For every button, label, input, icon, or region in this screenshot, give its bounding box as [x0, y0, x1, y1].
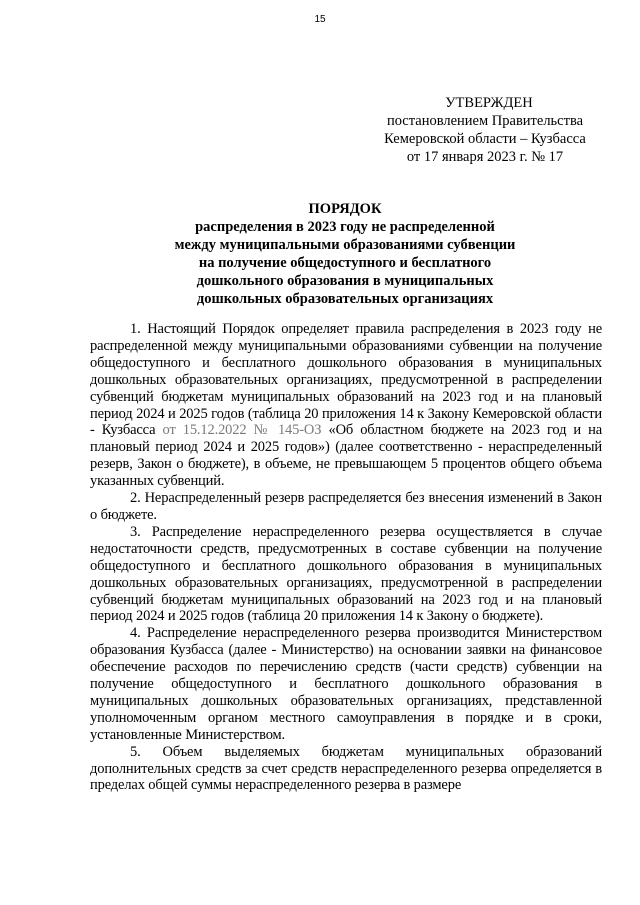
title-heading: ПОРЯДОК: [308, 201, 382, 217]
title-line-3: на получение общедоступного и бесплатного: [198, 255, 492, 271]
approved-line-2: Кемеровской области – Кузбасса: [384, 131, 586, 147]
paragraph-1-law-reference: от 15.12.2022 № 145-ОЗ: [162, 422, 322, 439]
title-line-1: распределения в 2023 году не распределенной: [195, 219, 495, 235]
document-title: [90, 200, 600, 308]
title-line-4: дошкольного образования в муниципальных: [196, 273, 494, 289]
title-line-2: между муниципальными образованиями субвенции: [174, 237, 516, 253]
approved-title: УТВЕРЖДЕН: [445, 95, 533, 111]
paragraph-1: [90, 321, 602, 490]
approved-line-1: постановлением Правительства: [386, 113, 584, 129]
paragraph-3: 3. Распределение нераспределенного резерва осуществляется в случае недостаточности средств, предусмотренных в составе субвенции на получение общедоступного и бесплатного дошкольного образования в муниципальных дошкольных образовательных организациях, предусмотренной в распределении субвенций бюджетам муниципальных образований на 2023 год и на плановый период 2024 и 2025 годов (таблица 20 приложения 14 к Закону о бюджете).: [90, 523, 602, 625]
page-number: 15: [314, 14, 326, 25]
paragraph-1-part-b: «Об областном бюджете на 2023 год и на плановый период 2024 и 2025 годов») (далее соответственно - нераспределенный резерв, Закон о бюджете), в объеме, не превышающем 5 процентов общего объема указанных субвенций.: [90, 422, 603, 490]
paragraph-5: 5. Объем выделяемых бюджетам муниципальных образований дополнительных средств за счет средств нераспределенного резерва определяется в пределах общей суммы нераспределенного резерва в размере: [90, 743, 602, 794]
paragraph-1-part-a: 1. Настоящий Порядок определяет правила распределения в 2023 году не распределенной между муниципальными образованиями субвенции на получение общедоступного и бесплатного дошкольного образования в муниципальных дошкольных образовательных организациях, предусмотренной в распределении субвенций бюджетам муниципальных образований на 2023 год и на плановый период 2024 и 2025 годов (таблица 20 приложения 14 к Закону Кемеровской области - Кузбасса: [90, 321, 602, 439]
document-body: [90, 321, 602, 794]
approved-line-3: от 17 января 2023 г. № 17: [406, 149, 564, 165]
title-line-5: дошкольных образовательных организациях: [196, 291, 494, 307]
paragraph-4: 4. Распределение нераспределенного резерва производится Министерством образования Кузбасса (далее - Министерство) на основании заявки на финансовое обеспечение расходов по перечислению средств (части средств) субвенции на получение общедоступного и бесплатного дошкольного образования в муниципальных дошкольных образовательных организациях, представленной уполномоченным органом местного самоуправления в порядке и в сроки, установленные Министерством.: [90, 625, 602, 743]
approval-stamp: [370, 94, 600, 166]
paragraph-2: 2. Нераспределенный резерв распределяется без внесения изменений в Закон о бюджете.: [90, 490, 602, 523]
